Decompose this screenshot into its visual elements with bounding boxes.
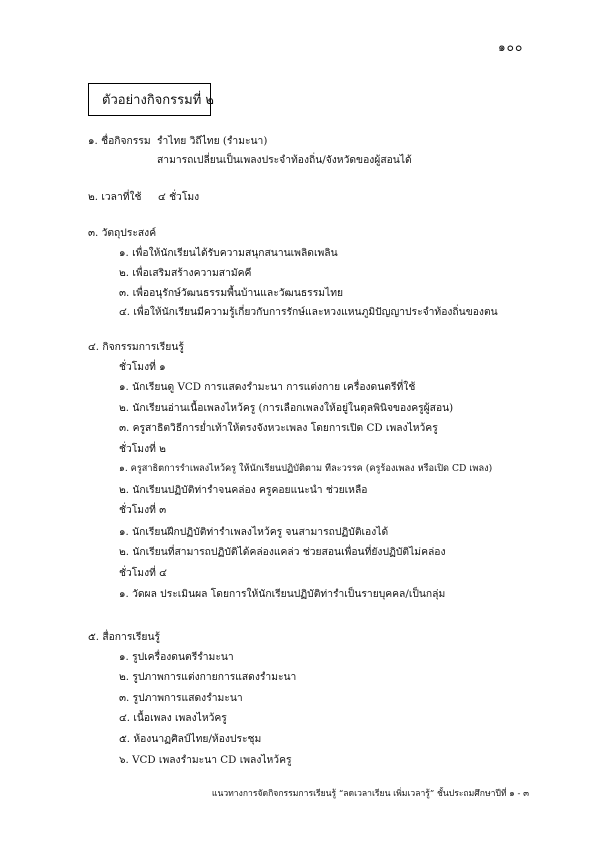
activity-title-box — [88, 83, 214, 116]
media-item: ๓. รูปภาพการแสดงรำมะนา — [119, 692, 243, 704]
activity-note: สามารถเปลี่ยนเป็นเพลงประจำท้องถิ่น/จังหวัดของผู้สอนได้ — [157, 154, 412, 166]
activity-title: ตัวอย่างกิจกรรมที่ ๒ — [102, 93, 214, 108]
page-footer: แนวทางการจัดกิจกรรมการเรียนรู้ “ลดเวลาเรียน เพิ่มเวลารู้” ชั้นประถมศึกษาปีที่ ๑ - ๓ — [211, 789, 529, 799]
hour-3-label: ชั่วโมงที่ ๓ — [119, 504, 167, 516]
time-value: ๔ ชั่วโมง — [158, 191, 200, 203]
section-2-heading: ๒. เวลาที่ใช้ — [88, 191, 142, 203]
section-3-heading: ๓. วัตถุประสงค์ — [88, 227, 157, 239]
activity-step: ๑. นักเรียนฝึกปฏิบัติท่ารำเพลงไหว้ครู จนสามารถปฏิบัติเองได้ — [119, 526, 389, 538]
activity-name: รำไทย วิถีไทย (รำมะนา) — [157, 135, 268, 147]
section-4-heading: ๔. กิจกรรมการเรียนรู้ — [88, 341, 184, 353]
page-number: ๑๐๐ — [498, 40, 524, 54]
media-item: ๕. ห้องนาฏศิลป์ไทย/ห้องประชุม — [119, 733, 262, 745]
objective-item: ๒. เพื่อเสริมสร้างความสามัคคี — [119, 267, 252, 279]
hour-1-label: ชั่วโมงที่ ๑ — [119, 361, 166, 373]
activity-step: ๒. นักเรียนที่สามารถปฏิบัติได้คล่องแคล่ว ช่วยสอนเพื่อนที่ยังปฏิบัติไม่คล่อง — [119, 546, 446, 558]
media-item: ๑. รูปเครื่องดนตรีรำมะนา — [119, 651, 234, 663]
activity-step: ๑. ครูสาธิตการรำเพลงไหว้ครู ให้นักเรียนปฏิบัติตาม ทีละวรรค (ครูร้องเพลง หรือเปิด CD เพลง) — [119, 463, 493, 474]
activity-step: ๒. นักเรียนปฏิบัติท่ารำจนคล่อง ครูคอยแนะนำ ช่วยเหลือ — [119, 484, 368, 496]
objective-item: ๔. เพื่อให้นักเรียนมีความรู้เกี่ยวกับการรักษ์และหวงแหนภูมิปัญญาประจำท้องถิ่นของตน — [119, 306, 498, 318]
activity-step: ๒. นักเรียนอ่านเนื้อเพลงไหว้ครู (การเลือกเพลงให้อยู่ในดุลพินิจของครูผู้สอน) — [119, 402, 454, 414]
section-5-heading: ๕. สื่อการเรียนรู้ — [88, 631, 161, 643]
activity-step: ๑. นักเรียนดู VCD การแสดงรำมะนา การแต่งกาย เครื่องดนตรีที่ใช้ — [119, 381, 416, 393]
hour-4-label: ชั่วโมงที่ ๔ — [119, 567, 167, 579]
activity-step: ๑. วัดผล ประเมินผล โดยการให้นักเรียนปฏิบัติท่ารำเป็นรายบุคคล/เป็นกลุ่ม — [119, 588, 446, 600]
activity-step: ๓. ครูสาธิตวิธีการย่ำเท้าให้ตรงจังหวะเพลง โดยการเปิด CD เพลงไหว้ครู — [119, 422, 438, 434]
hour-2-label: ชั่วโมงที่ ๒ — [119, 443, 166, 455]
media-item: ๔. เนื้อเพลง เพลงไหว้ครู — [119, 712, 227, 724]
objective-item: ๓. เพื่ออนุรักษ์วัฒนธรรมพื้นบ้านและวัฒนธรรมไทย — [119, 287, 344, 299]
media-item: ๒. รูปภาพการแต่งกายการแสดงรำมะนา — [119, 671, 297, 683]
media-item: ๖. VCD เพลงรำมะนา CD เพลงไหว้ครู — [119, 754, 292, 766]
objective-item: ๑. เพื่อให้นักเรียนได้รับความสนุกสนานเพลิดเพลิน — [119, 247, 338, 259]
section-1-heading: ๑. ชื่อกิจกรรม — [88, 135, 151, 147]
